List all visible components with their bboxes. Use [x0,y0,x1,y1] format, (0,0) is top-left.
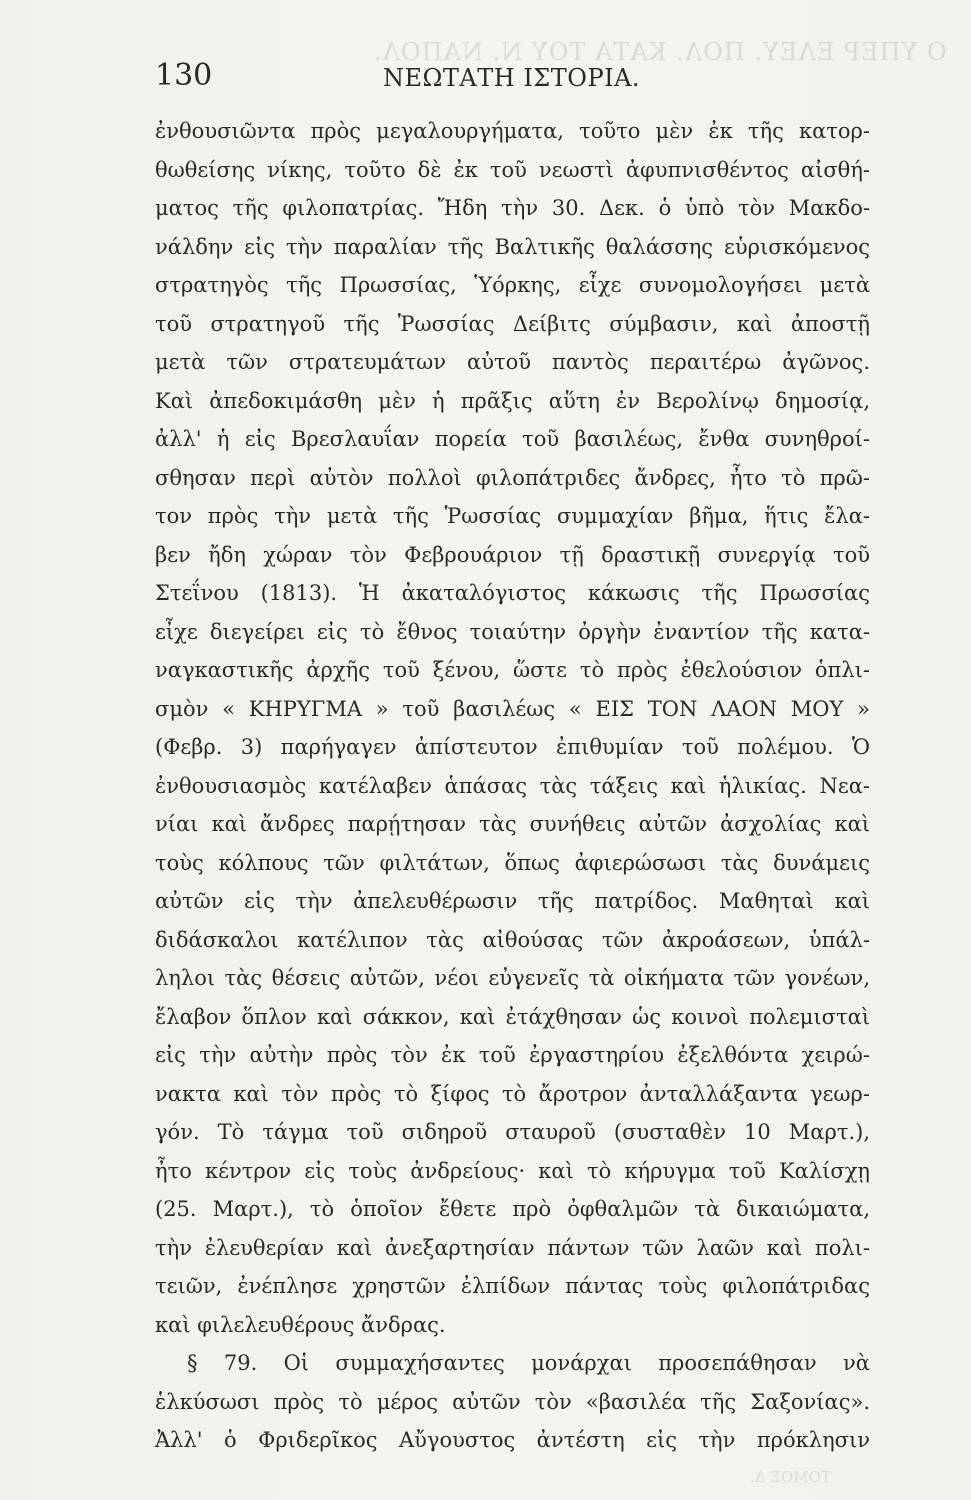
text-line: ἐνθουσιῶντα πρὸς μεγαλουργήματα, τοῦτο μὲν ἐκ τῆς κατορ- [155,119,870,143]
text-line: τοὺς κόλπους τῶν φιλτάτων, ὅπως ἀφιερώσωσι τὰς δυνάμεις [155,850,870,875]
text-line: Ἀλλ' ὁ Φριδερῖκος Αὔγουστος ἀντέστη εἰς τὴν πρόκλησιν [155,1428,870,1452]
text-line: βεν ἤδη χώραν τὸν Φεβρουάριον τῇ δραστικῇ συνεργίᾳ τοῦ [155,542,870,567]
body-text [155,112,870,1460]
text-line: ματος τῆς φιλοπατρίας. Ἤδη τὴν 30. Δεκ. ὁ ὑπὸ τὸν Μακδο- [155,196,870,220]
text-line: νίαι καὶ ἄνδρες παρῄτησαν τὰς συνήθεις αὐτῶν ἀσχολίας καὶ [155,812,870,836]
text-line: γόν. Τὸ τάγμα τοῦ σιδηροῦ σταυροῦ (συσταθὲν 10 Μαρτ.), [155,1120,870,1144]
text-line: εἰς τὴν αὐτὴν πρὸς τὸν ἐκ τοῦ ἐργαστηρίου ἐξελθόντα χειρώ- [155,1043,870,1067]
text-line: σθησαν περὶ αὐτὸν πολλοὶ φιλοπάτριδες ἄνδρες, ἦτο τὸ πρῶ- [155,465,870,490]
section-heading-line: § 79. Οἱ συμμαχήσαντες μονάρχαι προσεπάθησαν νὰ [187,1351,870,1375]
running-title: ΝΕΩΤΑΤΗ ΙΣΤΟΡΙΑ. [383,64,641,92]
text-line: ληλοι τὰς θέσεις αὐτῶν, νέοι εὐγενεῖς τὰ οἰκήματα τῶν γονέων, [155,966,870,990]
text-line: εἶχε διεγείρει εἰς τὸ ἔθνος τοιαύτην ὀργὴν ἐναντίον τῆς κατα- [155,619,870,644]
text-line: ἦτο κέντρον εἰς τοὺς ἀνδρείους· καὶ τὸ κήρυγμα τοῦ Καλίσχῃ [155,1158,870,1183]
text-line: (Φεβρ. 3) παρήγαγεν ἀπίστευτον ἐπιθυμίαν τοῦ πολέμου. Ὁ [155,735,870,759]
text-line: ἐνθουσιασμὸς κατέλαβεν ἁπάσας τὰς τάξεις καὶ ἡλικίας. Νεα- [155,773,870,798]
text-line: διδάσκαλοι κατέλιπον τὰς αἰθούσας τῶν ἀκροάσεων, ὑπάλ- [155,927,870,952]
text-line: τοῦ στρατηγοῦ τῆς Ῥωσσίας Δείβιτς σύμβασιν, καὶ ἀποστῇ [155,311,870,336]
text-line: τὴν ἐλευθερίαν καὶ ἀνεξαρτησίαν πάντων τῶν λαῶν καὶ πολι- [155,1235,870,1260]
page-header [155,56,870,100]
text-line: τον πρὸς τὴν μετὰ τῆς Ῥωσσίας συμμαχίαν βῆμα, ἥτις ἔλα- [155,504,870,528]
text-line: μετὰ τῶν στρατευμάτων αὐτοῦ παντὸς περαιτέρω ἀγῶνος. [155,350,870,374]
text-line: στρατηγὸς τῆς Πρωσσίας, Ὑόρκης, εἶχε συνομολογήσει μετὰ [155,273,870,297]
text-line: καὶ φιλελευθέρους ἄνδρας. [155,1312,446,1337]
text-line: τειῶν, ἐνέπλησε χρηστῶν ἐλπίδων πάντας τοὺς φιλοπάτριδας [155,1274,870,1298]
text-line: Καὶ ἀπεδοκιμάσθη μὲν ἡ πρᾶξις αὕτη ἐν Βερολίνῳ δημοσίᾳ, [155,388,870,413]
footer-bleed-through: ΤΟΜΟΣ Δ. [750,1468,831,1486]
text-line: αὐτῶν εἰς τὴν ἀπελευθέρωσιν τῆς πατρίδος. Μαθηταὶ καὶ [155,889,870,913]
text-line: θωθείσης νίκης, τοῦτο δὲ ἐκ τοῦ νεωστὶ ἀφυπνισθέντος αἰσθή- [155,157,870,182]
text-line: νακτα καὶ τὸν πρὸς τὸ ξίφος τὸ ἄροτρον ἀνταλλάξαντα γεωρ- [155,1081,870,1106]
text-line: (25. Μαρτ.), τὸ ὁποῖον ἔθετε πρὸ ὀφθαλμῶν τὰ δικαιώματα, [155,1197,870,1221]
text-line: ναγκαστικῆς ἀρχῆς τοῦ ξένου, ὥστε τὸ πρὸς ἐθελούσιον ὁπλι- [155,658,870,682]
text-line: ἔλαβον ὅπλον καὶ σάκκον, καὶ ἐτάχθησαν ὡς κοινοὶ πολεμισταὶ [155,1004,870,1029]
page-number: 130 [155,58,213,93]
text-line: ἑλκύσωσι πρὸς τὸ μέρος αὐτῶν τὸν «βασιλέα τῆς Σαξονίας». [155,1389,870,1414]
bleed-through-text: Ο ΥΠΕΡ ΕΛΕΥ. ΠΟΛ. ΚΑΤΑ ΤΟΥ Ν. ΝΑΠΟΛ. [373,38,947,66]
text-line: Στεΐνου (1813). Ἡ ἀκαταλόγιστος κάκωσις τῆς Πρωσσίας [155,581,870,605]
text-line: σμὸν « ΚΗΡΥΓΜΑ » τοῦ βασιλέως « ΕΙΣ ΤΟΝ ΛΑΟΝ ΜΟΥ » [155,696,870,721]
text-line: νάλδην εἰς τὴν παραλίαν τῆς Βαλτικῆς θαλάσσης εὑρισκόμενος [155,234,870,259]
text-line: ἀλλ' ἡ εἰς Βρεσλαυΐαν πορεία τοῦ βασιλέως, ἔνθα συνηθροί- [155,427,870,451]
